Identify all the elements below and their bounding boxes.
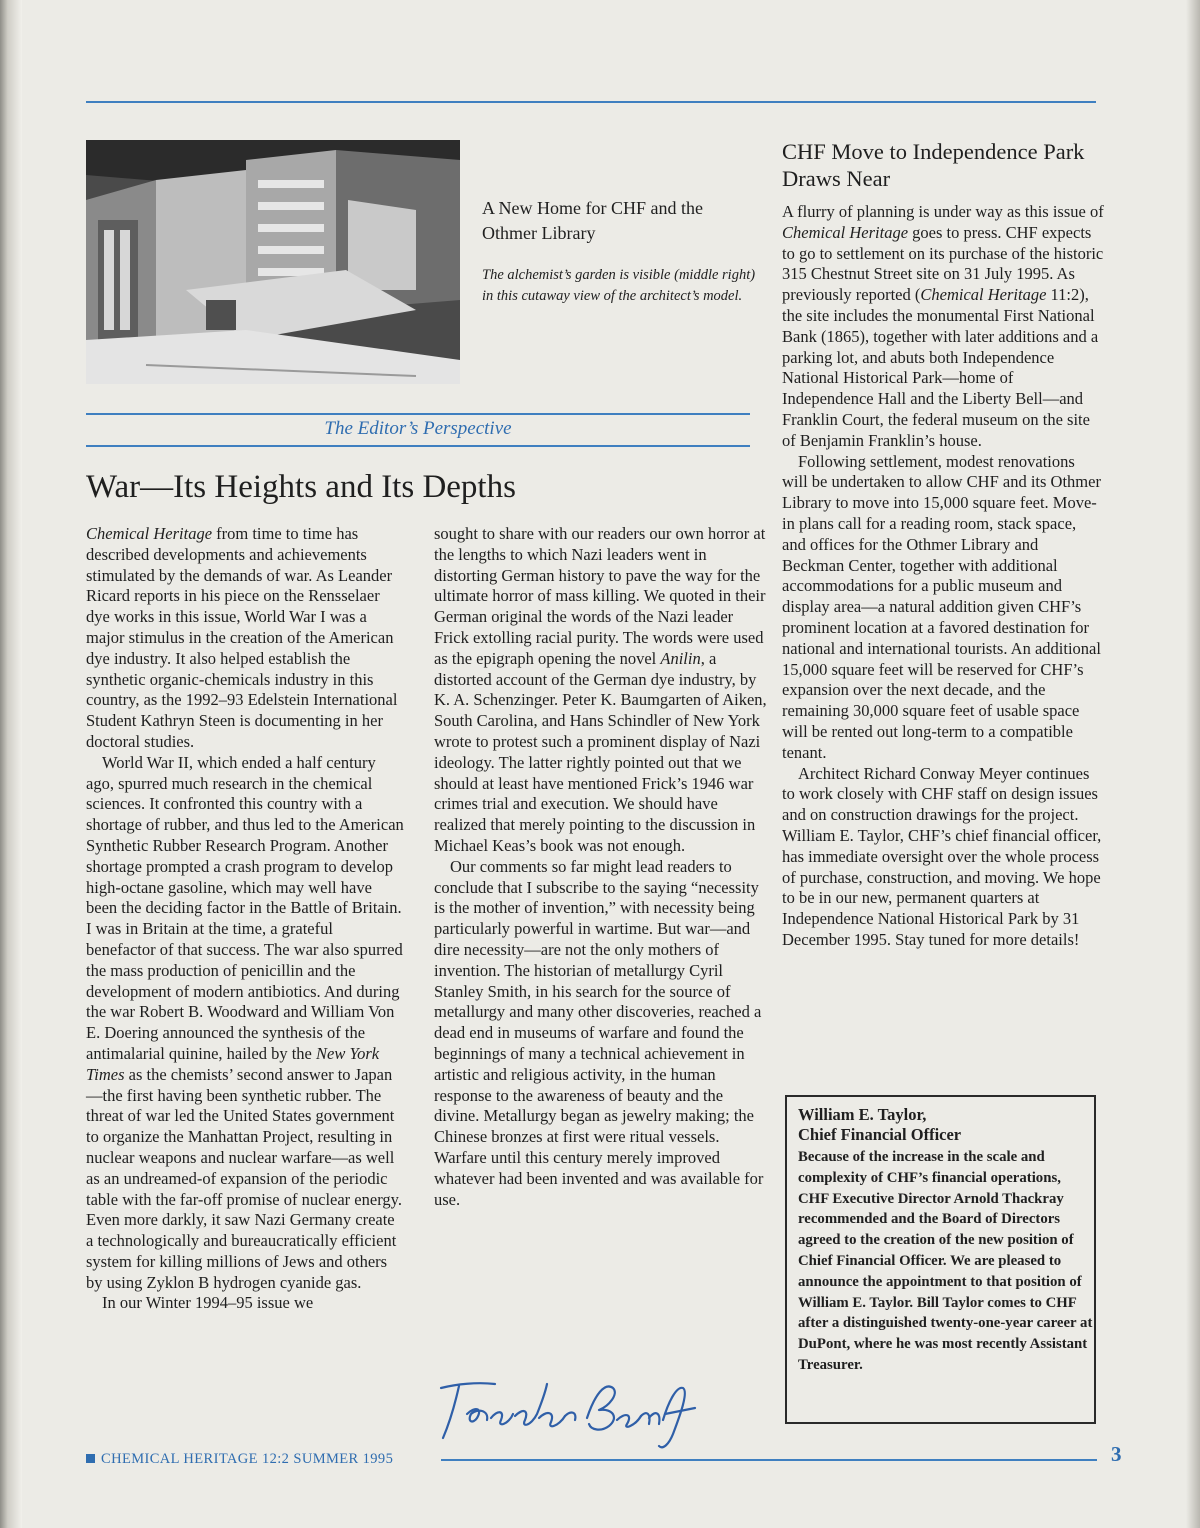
article-column-2	[434, 524, 768, 1210]
paragraph-text: sought to share with our readers our own horror at the lengths to which Nazi leaders went in distorting German history to pave the way for the ultimate horror of mass killing. We quoted in their German original the words of the Nazi leader Frick extolling racial purity. The words were used as the epigraph opening the novel	[434, 524, 766, 668]
paragraph-text: Following settlement, modest renovations will be undertaken to allow CHF and its Othmer Library to move into 15,000 square feet. Move-in plans call for a reading room, stack space, and offices for the Othmer Library and Beckman Center, together with additional accommodations for a public museum and display area—a natural addition given CHF’s prominent location at a favored destination for national and international tourists. An additional 15,000 square feet will be reserved for CHF’s expansion over the next decade, and the remaining 30,000 square feet of usable space will be rented out long-term to a compatible tenant.	[782, 451, 1101, 762]
square-bullet-icon	[86, 1454, 95, 1463]
publication-line: CHEMICAL HERITAGE 12:2 SUMMER 1995	[101, 1451, 394, 1467]
paragraph-text: 11:2), the site includes the monumental First National Bank (1865), together with later additions and a parking lot, and abuts both Independence National Historical Park—home of Independence Hall and the Liberty Bell—and Franklin Court, the federal museum on the site of Benjamin Franklin’s house.	[782, 285, 1099, 450]
sidebar-paragraph	[782, 452, 1104, 764]
paragraph-text: World War II, which ended a half century ago, spurred much research in the chemical sciences. It confronted this country with a shortage of rubber, and thus led to the American Synthetic Rubber Research Program. Another shortage prompted a crash program to develop high-octane gasoline, which may well have been the deciding factor in the Battle of Britain. I was in Britain at the time, a grateful benefactor of that success. The war also spurred the mass production of penicillin and the development of modern antibiotics. And during the war Robert B. Woodward and William Von E. Doering announced the synthesis of the antimalarial quinine, hailed by the	[86, 752, 404, 1063]
section-label: The Editor’s Perspective	[324, 418, 512, 439]
signature-drawing	[437, 1374, 699, 1456]
paragraph-text: In our Winter 1994–95 issue we	[102, 1293, 314, 1313]
binding-shadow	[0, 0, 22, 1528]
editor-signature	[437, 1374, 699, 1456]
page-edge-shadow	[1186, 0, 1200, 1528]
article-paragraph	[86, 1293, 404, 1314]
caption-title: A New Home for CHF and the Othmer Library	[482, 198, 703, 243]
sidebar-title: CHF Move to Independence Park Draws Near	[782, 139, 1085, 191]
paragraph-text: goes to press. CHF expects to go to settlement on its purchase of the historic 315 Chestnut Street site on 31 July 1995. As previously reported (	[782, 222, 1104, 305]
announcement-title-line: William E. Taylor,	[798, 1105, 927, 1124]
paragraph-text: from time to time has described developments and achievements stimulated by the demands of war. As Leander Ricard reports in his piece on the Rensselaer dye works in this issue, World War I was a major stimulus in the creation of the American dye industry. It also helped establish the synthetic organic-chemicals industry in this country, as the 1992–93 Edelstein International Student Kathryn Steen is documenting in her doctoral studies.	[86, 524, 398, 751]
caption-text: The alchemist’s garden is visible (middle right) in this cutaway view of the architect’s model.	[482, 267, 756, 304]
announcement-box	[785, 1095, 1096, 1424]
article-headline: War—Its Heights and Its Depths	[86, 469, 516, 505]
italic-text: Chemical Heritage	[782, 222, 909, 242]
sidebar-column	[782, 202, 1104, 951]
paragraph-text: as the chemists’ second answer to Japan—the first having been synthetic rubber. The threat of war led the United States government to organize the Manhattan Project, resulting in nuclear weapons and nuclear warfare—as well as an undreamed-of expansion of the periodic table with the far-off promise of nuclear energy. Even more darkly, it saw Nazi Germany create a technologically and bureaucratically efficient system for killing millions of Jews and others by using Zyklon B hydrogen cyanide gas.	[86, 1064, 402, 1292]
article-paragraph	[434, 857, 768, 1211]
page-number: 3	[1111, 1442, 1122, 1466]
footer-publication	[86, 1451, 393, 1468]
announcement-title	[798, 1105, 1094, 1145]
photo-caption	[482, 196, 757, 307]
announcement-text: Because of the increase in the scale and complexity of CHF’s financial operations, CHF Executive Director Arnold Thackray recommended and the Board of Directors agreed to the creation of the new position of Chief Financial Officer. We are pleased to announce the appointment to that position of William E. Taylor. Bill Taylor comes to CHF after a distinguished twenty-one-year career at DuPont, where he was most recently Assistant Treasurer.	[798, 1149, 1093, 1373]
article-paragraph	[86, 524, 404, 753]
italic-text: Chemical Heritage	[920, 285, 1047, 305]
italic-text: New York Times	[86, 1043, 380, 1084]
paragraph-text: A flurry of planning is under way as this issue of	[782, 202, 1104, 221]
sidebar-paragraph	[782, 764, 1104, 951]
article-paragraph	[434, 524, 768, 857]
article-column-1	[86, 524, 404, 1314]
italic-text: Chemical Heritage	[86, 524, 213, 543]
sidebar-paragraph	[782, 202, 1104, 452]
paragraph-text: , a distorted account of the German dye industry, by K. A. Schenzinger. Peter K. Baumgarten of Aiken, South Carolina, and Hans Schindler of New York wrote to protest such a prominent display of Nazi ideology. The latter rightly pointed out that we should at least have mentioned Frick’s 1946 war crimes trial and execution. We should have realized that merely pointing to the discussion in Michael Keas’s book was not enough.	[434, 648, 767, 855]
article-paragraph	[86, 753, 404, 1294]
announcement-title-line: Chief Financial Officer	[798, 1125, 962, 1144]
top-rule	[86, 101, 1096, 103]
editor-rule-top	[86, 413, 750, 415]
footer-rule	[441, 1459, 1097, 1461]
paragraph-text: Architect Richard Conway Meyer continues to work closely with CHF staff on design issues and on construction drawings for the project. William E. Taylor, CHF’s chief financial officer, has immediate oversight over the whole process of purchase, construction, and moving. We hope to be in our new, permanent quarters at Independence National Historical Park by 31 December 1995. Stay tuned for more details!	[782, 763, 1102, 949]
editor-rule-bottom	[86, 445, 750, 447]
architect-model-illustration	[86, 140, 460, 384]
architect-model-photo	[86, 140, 460, 384]
paragraph-text: Our comments so far might lead readers to conclude that I subscribe to the saying “necessity is the mother of invention,” with necessity being particularly powerful in wartime. But war—and dire necessity—are not the only mothers of invention. The historian of metallurgy Cyril Stanley Smith, in his search for the source of metallurgy and many other discoveries, reached a dead end in museums of warfare and found the beginnings of many a technical achievement in artistic and religious activity, in the human response to the awareness of beauty and the divine. Metallurgy began as jewelry making; the Chinese bronzes at first were ritual vessels. Warfare until this century merely improved whatever had been invented and was available for use.	[434, 856, 764, 1209]
italic-text: Anilin	[660, 648, 701, 668]
